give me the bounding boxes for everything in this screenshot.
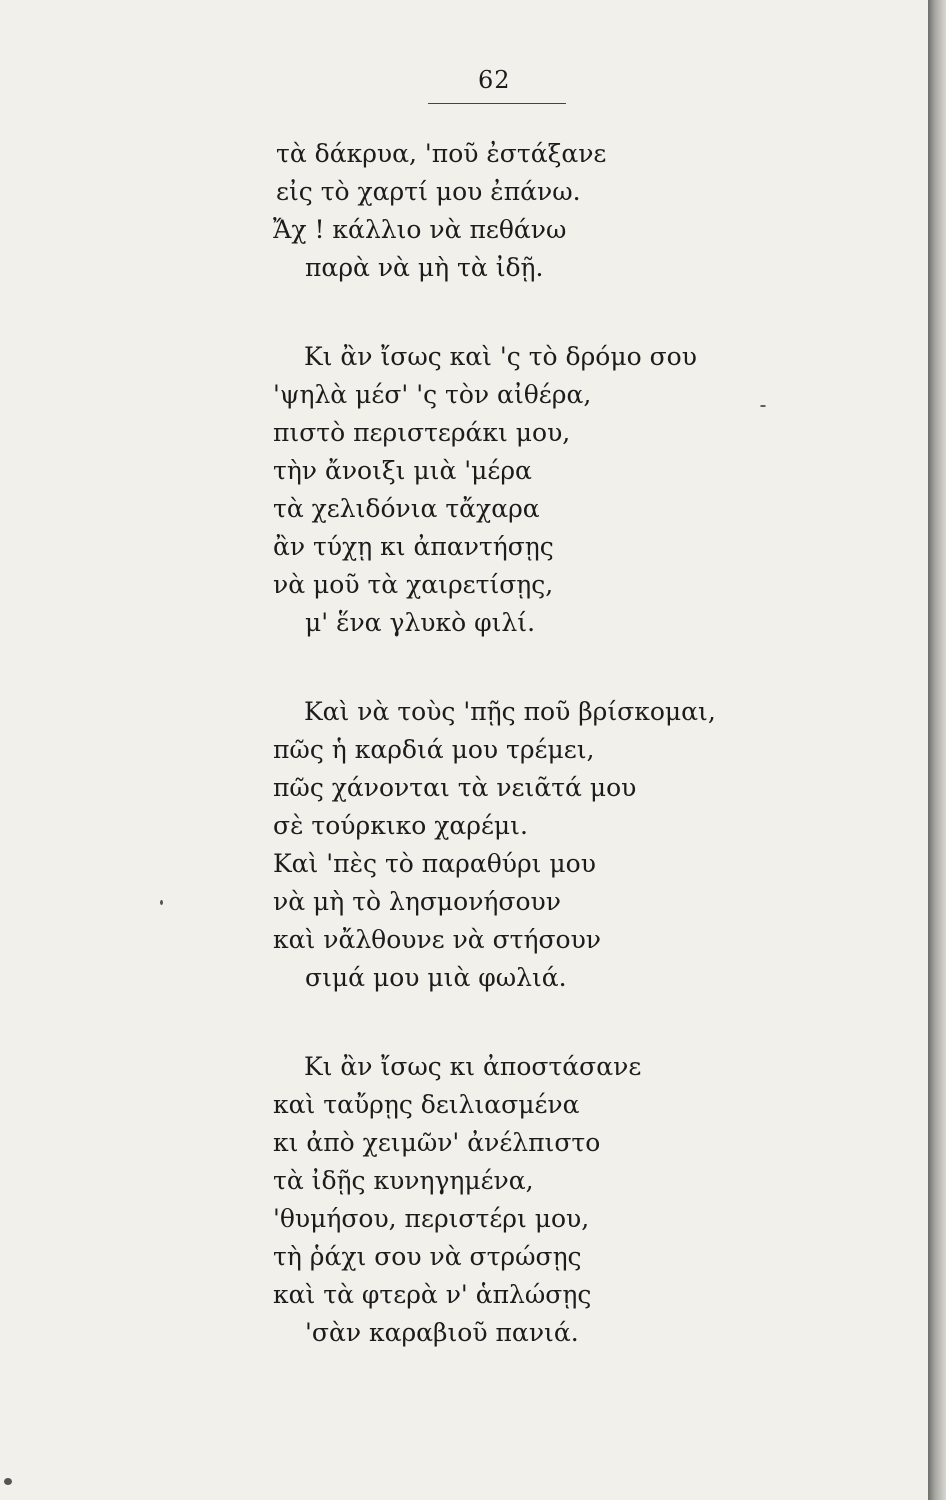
page-number: 62	[478, 66, 511, 94]
poem-line: Κι ἂν ἴσως κι ἀποστάσανε	[304, 1052, 642, 1081]
poem-line: Καὶ 'πὲς τὸ παραθύρι μου	[273, 849, 596, 878]
poem-line: μ' ἕνα γλυκὸ φιλί.	[305, 608, 536, 637]
poem-line: καὶ νἄλθουνε νὰ στήσουν	[273, 925, 601, 954]
scan-speck	[160, 900, 163, 905]
poem-line: Κι ἂν ἴσως καὶ 'ς τὸ δρόμο σου	[304, 342, 697, 371]
poem-line: ἂν τύχῃ κι ἀπαντήσῃς	[273, 532, 554, 561]
poem-line: 'σὰν καραβιοῦ πανιά.	[305, 1318, 579, 1347]
poem-line: τὴ ῥάχι σου νὰ στρώσῃς	[273, 1242, 582, 1271]
scan-speck	[760, 405, 766, 407]
poem-line: κι ἀπὸ χειμῶν' ἀνέλπιστο	[273, 1128, 601, 1157]
poem-line: νὰ μὴ τὸ λησμονήσουν	[273, 887, 561, 916]
poem-line: τὴν ἄνοιξι μιὰ 'μέρα	[273, 456, 532, 485]
page-number-rule	[428, 103, 566, 104]
poem-line: καὶ τὰ φτερὰ ν' ἁπλώσῃς	[273, 1280, 592, 1309]
poem-line: πῶς χάνονται τὰ νειᾶτά μου	[273, 773, 637, 802]
poem-line: παρὰ νὰ μὴ τὰ ἰδῇ.	[305, 253, 544, 282]
poem-line: εἰς τὸ χαρτί μου ἐπάνω.	[276, 177, 581, 206]
page-edge	[928, 0, 946, 1500]
poem-line: τὰ δάκρυα, 'ποῦ ἐστάξανε	[276, 139, 607, 168]
poem-line: τὰ χελιδόνια τἄχαρα	[273, 494, 540, 523]
poem-line: πῶς ἡ καρδιά μου τρέμει,	[273, 735, 595, 764]
poem-line: σὲ τούρκικο χαρέμι.	[273, 811, 528, 840]
poem-line: Ἄχ ! κάλλιο νὰ πεθάνω	[273, 215, 567, 244]
poem-line: σιμά μου μιὰ φωλιά.	[305, 963, 567, 992]
poem-line: πιστὸ περιστεράκι μου,	[273, 418, 571, 447]
poem-line: καὶ ταὔρῃς δειλιασμένα	[273, 1090, 580, 1119]
poem-line: 'θυμήσου, περιστέρι μου,	[273, 1204, 590, 1233]
scan-speck	[4, 1478, 12, 1485]
poem-line: τὰ ἰδῇς κυνηγημένα,	[273, 1166, 534, 1195]
poem-line: Καὶ νὰ τοὺς 'πῇς ποῦ βρίσκομαι,	[304, 697, 716, 726]
poem-line: νὰ μοῦ τὰ χαιρετίσῃς,	[273, 570, 554, 599]
poem-line: 'ψηλὰ μέσ' 'ς τὸν αἰθέρα,	[273, 380, 592, 409]
